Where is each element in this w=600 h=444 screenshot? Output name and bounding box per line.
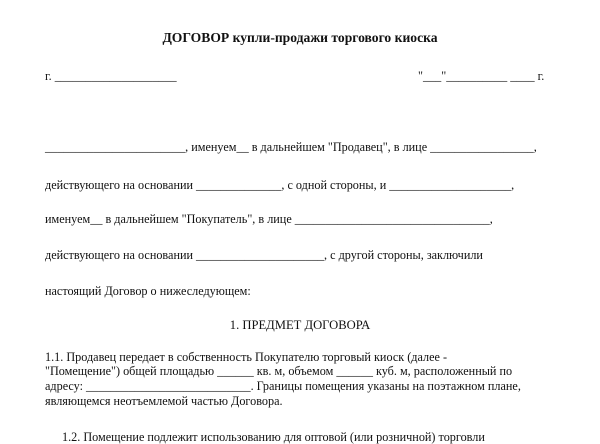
parties-line-3: именуем__ в дальнейшем "Покупатель", в лице ________________________________,: [45, 212, 493, 226]
clause-1-1-line-4: являющемся неотъемлемой частью Договора.: [45, 394, 283, 408]
parties-line-4: действующего на основании _____________________, с другой стороны, заключили: [45, 248, 483, 262]
clause-1-1-line-1: 1.1. Продавец передает в собственность Покупателю торговый киоск (далее -: [45, 350, 447, 364]
section-1-heading: 1. ПРЕДМЕТ ДОГОВОРА: [229, 318, 371, 332]
parties-line-2: действующего на основании ______________, с одной стороны, и ____________________,: [45, 178, 515, 192]
clause-1-2-line-1: 1.2. Помещение подлежит использованию для оптовой (или розничной) торговли: [62, 430, 485, 444]
parties-line-1: _______________________, именуем__ в дальнейшем "Продавец", в лице _________________,: [45, 140, 537, 154]
clause-1-1-line-2: "Помещение") общей площадью ______ кв. м, объемом ______ куб. м, расположенный по: [45, 364, 513, 378]
date-line: "___"__________ ____ г.: [418, 69, 545, 83]
clause-1-1-line-3: адресу: ___________________________. Границы помещения указаны на поэтажном плане,: [45, 379, 521, 393]
place-line: г. ____________________: [45, 69, 177, 83]
parties-line-5: настоящий Договор о нижеследующем:: [45, 284, 251, 298]
document-title: ДОГОВОР купли-продажи торгового киоска: [162, 30, 438, 45]
